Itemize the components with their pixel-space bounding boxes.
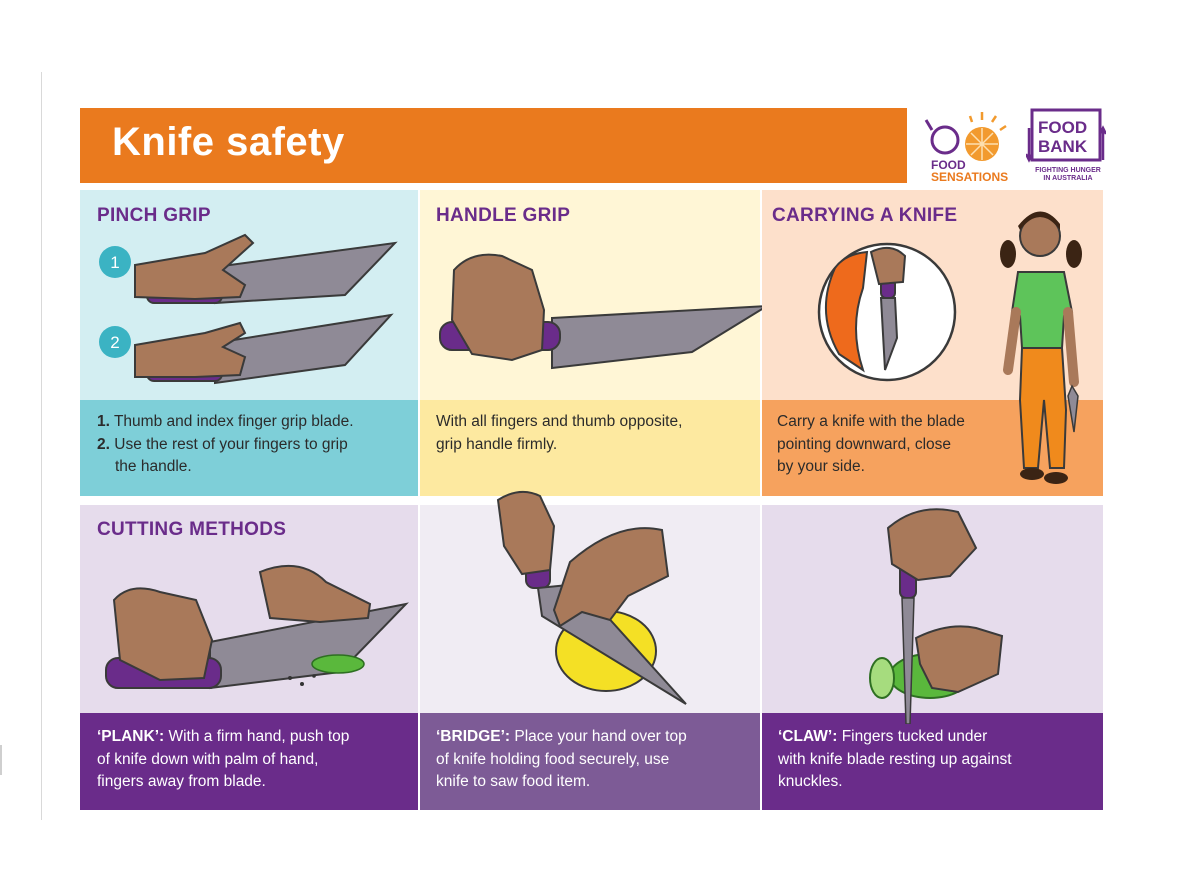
plank-text-line2: of knife down with palm of hand, bbox=[97, 750, 319, 768]
hand-icon bbox=[260, 566, 370, 622]
food-bank-tagline-1: FIGHTING HUNGER bbox=[1035, 167, 1101, 174]
carrying-closeup-illustration bbox=[805, 238, 965, 388]
bridge-instructions bbox=[436, 726, 756, 794]
green-shirt bbox=[1012, 272, 1072, 348]
step2-number: 2. bbox=[97, 435, 110, 453]
pigtail-right bbox=[1066, 240, 1082, 268]
hand-icon bbox=[498, 492, 554, 574]
food-sensations-word2: SENSATIONS bbox=[931, 170, 1009, 184]
page-edge-line bbox=[41, 72, 42, 820]
pinch-grip-instructions bbox=[97, 411, 415, 479]
plank-text-line1: With a firm hand, push top bbox=[164, 728, 350, 745]
hand-icon bbox=[888, 509, 976, 580]
carrying-text-line3: by your side. bbox=[777, 458, 865, 475]
handle-grip-text-line2: grip handle firmly. bbox=[436, 435, 558, 453]
claw-label: ‘CLAW’: bbox=[778, 728, 838, 745]
bridge-text-line1: Place your hand over top bbox=[510, 728, 687, 745]
carrying-heading: CARRYING A KNIFE bbox=[772, 205, 958, 226]
pinch-grip-illustration bbox=[95, 225, 405, 395]
step-badge-2-label: 2 bbox=[110, 333, 120, 352]
handle-grip-heading: HANDLE GRIP bbox=[436, 205, 571, 226]
claw-text-line3: knuckles. bbox=[778, 773, 843, 790]
plank-text-line3: fingers away from blade. bbox=[97, 773, 266, 790]
step1-number: 1. bbox=[97, 413, 110, 430]
claw-instructions bbox=[778, 726, 1098, 794]
orange-trousers bbox=[1020, 348, 1066, 468]
spoon-icon bbox=[926, 120, 932, 130]
pot-icon bbox=[932, 127, 958, 153]
page-edge-tick bbox=[0, 745, 2, 775]
handle-grip-text-line1: With all fingers and thumb opposite, bbox=[436, 413, 683, 430]
bridge-label: ‘BRIDGE’: bbox=[436, 728, 511, 745]
carrying-instructions bbox=[777, 411, 997, 479]
cutting-methods-heading: CUTTING METHODS bbox=[97, 519, 287, 540]
step2-text-line1: Use the rest of your fingers to grip bbox=[114, 435, 348, 453]
page-title: Knife safety bbox=[112, 120, 345, 164]
food-bank-word2: BANK bbox=[1038, 137, 1088, 156]
step1-text: Thumb and index finger grip blade. bbox=[113, 413, 354, 430]
claw-text-line1: Fingers tucked under bbox=[837, 728, 988, 745]
claw-illustration bbox=[858, 504, 1008, 724]
bridge-illustration bbox=[478, 486, 708, 711]
plank-label: ‘PLANK’: bbox=[97, 728, 165, 745]
bridge-text-line2: of knife holding food securely, use bbox=[436, 750, 670, 768]
knife-icon bbox=[1068, 386, 1078, 432]
hand-icon bbox=[554, 528, 668, 626]
burst-lines-icon bbox=[970, 112, 1006, 130]
food-sensations-word1: FOOD bbox=[931, 158, 966, 172]
hand-icon bbox=[135, 323, 245, 377]
food-bank-tagline-2: IN AUSTRALIA bbox=[1043, 175, 1093, 182]
hand-icon bbox=[452, 255, 544, 360]
step-badge-1-label: 1 bbox=[110, 253, 120, 272]
carrying-text-line1: Carry a knife with the blade bbox=[777, 413, 965, 430]
girl-carrying-knife-illustration bbox=[994, 200, 1094, 485]
carrying-text-line2: pointing downward, close bbox=[777, 435, 952, 453]
claw-text-line2: with knife blade resting up against bbox=[778, 750, 1012, 768]
step2-text-line2: the handle. bbox=[115, 458, 192, 475]
pigtail-left bbox=[1000, 240, 1016, 268]
bridge-text-line3: knife to saw food item. bbox=[436, 773, 591, 790]
handle-grip-illustration bbox=[432, 250, 772, 370]
plank-instructions bbox=[97, 726, 415, 794]
knife-icon bbox=[900, 562, 916, 724]
pinch-grip-heading: PINCH GRIP bbox=[97, 205, 211, 226]
hand-icon bbox=[916, 626, 1002, 692]
food-bank-word1: FOOD bbox=[1038, 118, 1088, 137]
handle-grip-instructions bbox=[436, 411, 756, 456]
plank-illustration bbox=[100, 560, 410, 700]
